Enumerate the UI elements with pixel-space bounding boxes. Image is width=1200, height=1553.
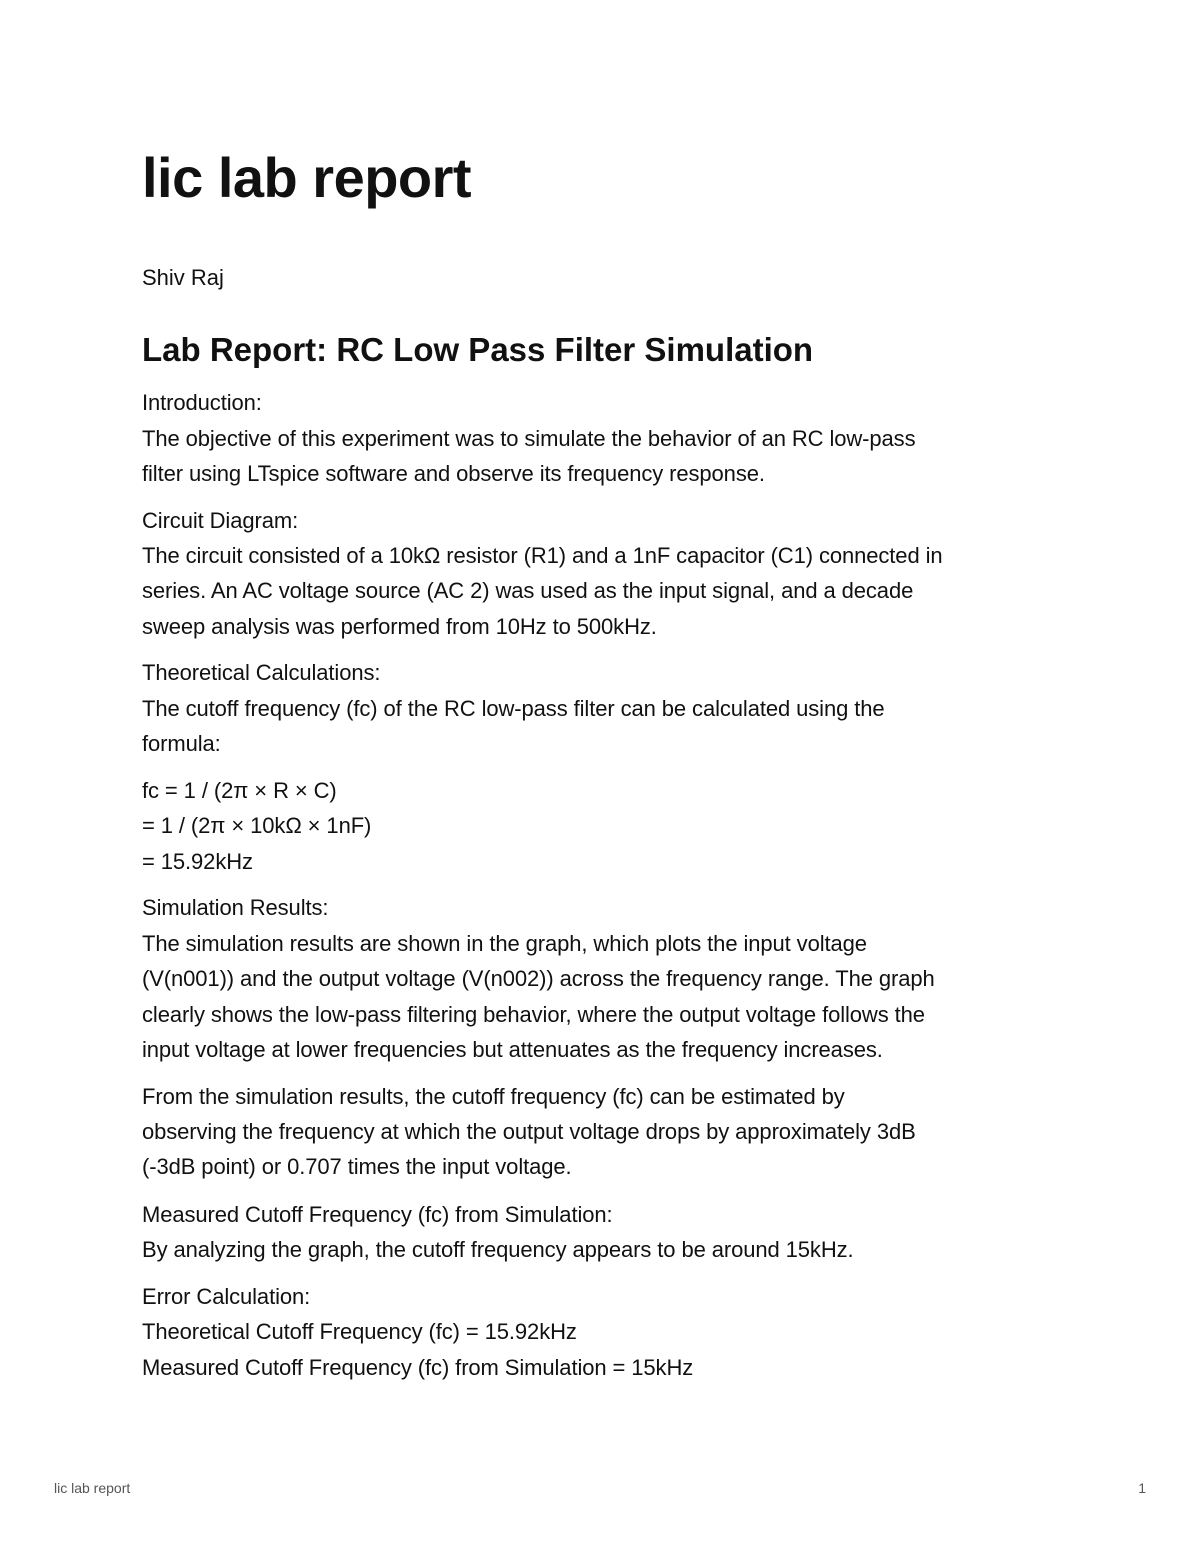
results-heading: Simulation Results: (142, 895, 329, 920)
results-text-line: clearly shows the low-pass filtering behavior, where the output voltage follows the (142, 1002, 925, 1027)
theory-text-line: The cutoff frequency (fc) of the RC low-pass filter can be calculated using the (142, 696, 885, 721)
formula-line: fc = 1 / (2π × R × C) (142, 778, 337, 803)
intro-heading: Introduction: (142, 390, 262, 415)
intro-text-line: The objective of this experiment was to simulate the behavior of an RC low-pass (142, 426, 916, 451)
footer-page-number: 1 (1138, 1480, 1146, 1496)
theory-heading: Theoretical Calculations: (142, 660, 381, 685)
formula-line: = 15.92kHz (142, 849, 253, 874)
theory-text-line: formula: (142, 731, 221, 756)
estimate-text-line: (-3dB point) or 0.707 times the input voltage. (142, 1154, 572, 1179)
measured-heading: Measured Cutoff Frequency (fc) from Simulation: (142, 1202, 613, 1227)
results-text-line: (V(n001)) and the output voltage (V(n002)) across the frequency range. The graph (142, 966, 935, 991)
intro-text-line: filter using LTspice software and observe its frequency response. (142, 461, 765, 486)
author-name: Shiv Raj (142, 265, 224, 290)
results-text-line: input voltage at lower frequencies but attenuates as the frequency increases. (142, 1037, 883, 1062)
error-heading: Error Calculation: (142, 1284, 311, 1309)
circuit-text-line: series. An AC voltage source (AC 2) was used as the input signal, and a decade (142, 578, 914, 603)
circuit-text-line: sweep analysis was performed from 10Hz to 500kHz. (142, 614, 657, 639)
formula-line: = 1 / (2π × 10kΩ × 1nF) (142, 813, 372, 838)
document-title: lic lab report (142, 146, 472, 209)
circuit-text-line: The circuit consisted of a 10kΩ resistor (R1) and a 1nF capacitor (C1) connected in (142, 543, 943, 568)
section-title: Lab Report: RC Low Pass Filter Simulation (142, 331, 814, 368)
estimate-text-line: observing the frequency at which the output voltage drops by approximately 3dB (142, 1119, 916, 1144)
error-text-line: Theoretical Cutoff Frequency (fc) = 15.92kHz (142, 1319, 577, 1344)
error-text-line: Measured Cutoff Frequency (fc) from Simulation = 15kHz (142, 1355, 694, 1380)
results-text-line: The simulation results are shown in the graph, which plots the input voltage (142, 931, 867, 956)
measured-text-line: By analyzing the graph, the cutoff frequency appears to be around 15kHz. (142, 1237, 854, 1262)
footer-doc-name: lic lab report (54, 1480, 131, 1496)
circuit-heading: Circuit Diagram: (142, 508, 299, 533)
estimate-text-line: From the simulation results, the cutoff frequency (fc) can be estimated by (142, 1084, 845, 1109)
